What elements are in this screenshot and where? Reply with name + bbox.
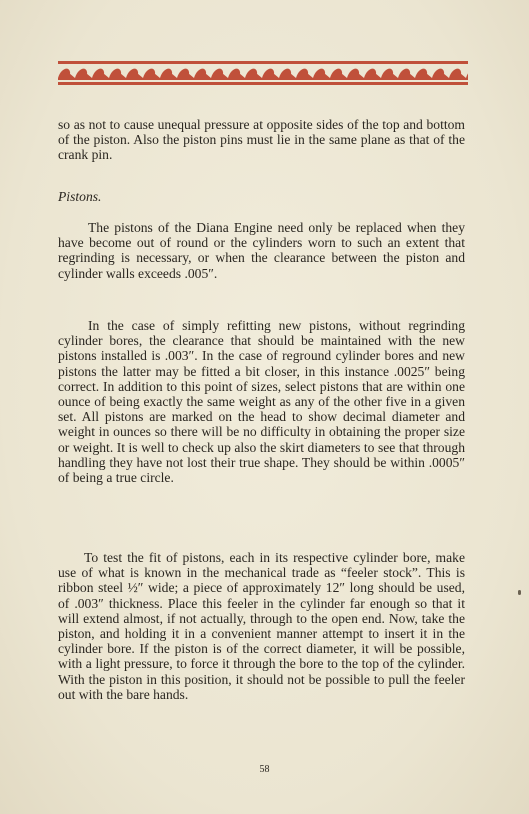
page-number: 58	[259, 764, 270, 775]
page-speck	[518, 590, 521, 595]
decorative-wave-border	[58, 61, 468, 85]
section-heading: Pistons.	[58, 189, 102, 204]
paragraph-fit-test: To test the fit of pistons, each in its respective cylinder bore, make use of what is known in the mechanical trade as “feeler stock”. This is ribbon steel ½″ wide; a piece of approximately 12″ long should be used, of .003″ thickness. Place this feeler in the cylinder far enough so that it will extend almost, if not actually, through to the open end. Now, take the piston, and holding it in a convenient manner attempt to insert it in the cylinder bore. If the piston is of the correct diameter, it will be possible, with a light pressure, to force it through the bore to the top of the cylinder. With the piston in this position, it should not be possible to pull the feeler out with the bare hands.	[58, 550, 465, 702]
paragraph-replacement: The pistons of the Diana Engine need only be replaced when they have become out of round or the cylinders worn to such an extent that regrinding is necessary, or when the clearance between the piston and cylinder walls exceeds .005″.	[58, 220, 465, 281]
paragraph-refitting: In the case of simply refitting new pistons, without regrinding cylinder bores, the clearance that should be maintained with the new pistons installed is .003″. In the case of reground cylinder bores and new pistons the latter may be fitted a bit closer, in this instance .0025″ being correct. In addition to this point of sizes, select pistons that are within one ounce of being exactly the same weight as any of the other five in a given set. All pistons are marked on the head to show decimal diameter and weight in ounces so there will be no difficulty in obtaining the proper size or weight. It is well to check up also the skirt diameters to see that through handling they have not lost their true shape. They should be within .0005″ of being a true circle.	[58, 318, 465, 486]
paragraph-continuation: so as not to cause unequal pressure at opposite sides of the top and bottom of the piston. Also the piston pins must lie in the same plane as that of the crank pin.	[58, 117, 465, 163]
